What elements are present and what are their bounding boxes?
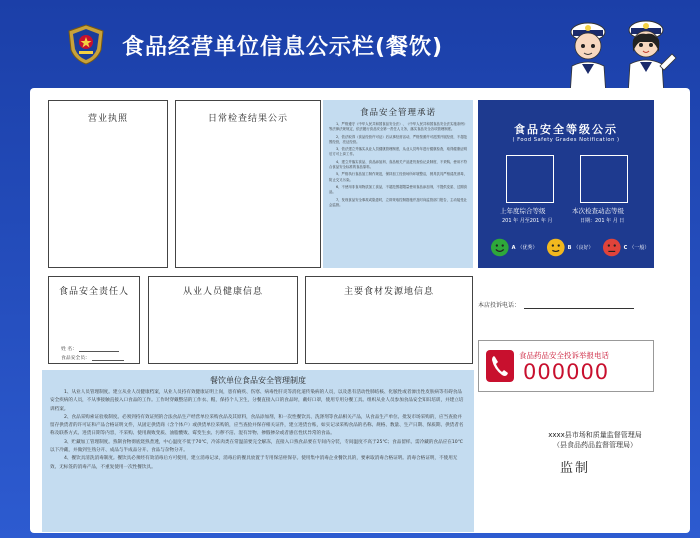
- dynamic-grade-label: 本次检查动态等级: [572, 207, 624, 215]
- business-license-title: 营业执照: [87, 114, 128, 124]
- grade-b-letter: B: [567, 244, 572, 251]
- grade-subtitle: ( Food Safety Grades Notification ): [512, 137, 620, 143]
- grade-title: 食品安全等级公示: [514, 123, 618, 136]
- supervise-label: 监制: [560, 461, 591, 476]
- authority-line-1: xxxx县市场和质量监督管理局: [548, 431, 642, 439]
- dynamic-grade-square: [580, 155, 628, 203]
- grade-a-legend: [490, 237, 536, 258]
- header: [0, 0, 700, 95]
- daily-check-results-box: [175, 100, 321, 268]
- commitment-paragraph: 5、严格执行食品加工制作规范，保持加工经营场所环境整洁，餐具饮具严格清洗消毒，防止交叉污染。: [329, 172, 467, 182]
- store-complaint-phone: [478, 300, 634, 309]
- grade-a-desc: （优秀）: [517, 245, 538, 251]
- management-rules-panel: [42, 370, 474, 532]
- authority-line-2: （县食品药品监督管理局）: [553, 441, 637, 449]
- hotline-number: 000000: [523, 360, 610, 384]
- ingredient-origin-title: 主要食材发源地信息: [343, 287, 434, 297]
- food-safety-grade-panel: [478, 100, 654, 268]
- daily-check-results-title: 日常检查结果公示: [207, 114, 288, 124]
- grade-c-legend: [602, 237, 648, 258]
- safety-officer-field: [61, 354, 124, 361]
- commitment-text: [329, 122, 467, 208]
- commitment-paragraph: 6、不使用非食用物质加工食品，不超范围超限量使用食品添加剂，不提供变质、过期食品。: [329, 184, 467, 195]
- commitment-paragraph: 4、建立并落实食品、食品添加剂、食品相关产品进货查验记录制度，不采购、使用不符合食品安全标准的食品原料。: [329, 159, 467, 170]
- business-license-box: [48, 100, 168, 268]
- rules-paragraph: 3、贮藏加工管理制度。熟制食物彻底烧熟煮透，中心温度不低于70℃，冷冻肉类在常温前要完全解冻，直接入口熟食品要在专间内分装，专间温度不高于25℃；食品留样。需冷藏的食品应在10℃以下冷藏，并做到生熟分开、成品与半成品分开、食品与杂物分开。: [50, 439, 463, 454]
- yearly-grade-square: [506, 155, 554, 203]
- grade-b-legend: [546, 237, 592, 258]
- rules-title: 餐饮单位食品安全管理制度: [210, 376, 306, 385]
- rules-paragraph: 4、餐饮具清洗消毒制度。餐饮具必须经有效消毒后方可使用，建立消毒记录，消毒后的餐具放置于专用保洁柜保存。使用集中消毒企业餐饮具的，要索取消毒合格证明。消毒合格证明，不使用无效、无标签的消毒产品，不重复使用一次性餐饮具。: [50, 456, 458, 470]
- check-date: 日期：201 年 月 日: [580, 218, 625, 224]
- safety-officer-label: 食品安全员：: [61, 356, 90, 361]
- supervising-authority: [500, 430, 690, 450]
- commitment-paragraph: 1、严格遵守《中华人民共和国食品安全法》、《中华人民共和国食品安全法实施条例》等法律法规规定，依法履行食品安全第一责任人义务，落实食品安全各项管理制度。: [329, 122, 467, 132]
- hotline-title: 食品药品安全投诉举报电话: [519, 351, 609, 360]
- smile-face-icon: [490, 237, 510, 258]
- ingredient-origin-box: [305, 276, 473, 364]
- commitment-panel: [323, 100, 473, 268]
- grade-b-desc: （良好）: [573, 245, 594, 251]
- staff-health-title: 从业人员健康信息: [182, 287, 263, 297]
- responsible-person-box: [48, 276, 140, 364]
- sad-face-icon: [602, 237, 622, 258]
- yearly-grade-label: 上年度综合等级: [500, 207, 546, 215]
- responsible-name-field: [61, 345, 119, 352]
- rules-text: [50, 389, 466, 472]
- complaint-hotline-box: [478, 340, 654, 392]
- page-title: 食品经营单位信息公示栏(餐饮): [122, 35, 444, 60]
- rules-paragraph: 1、从业人员管理制度。建立从业人员健康档案，从业人员持有效健康证明上岗，患有痢疾、伤寒、病毒性肝炎等消化道传染病的人员，以及患有活动性肺结核、化脓性或者渗出性皮肤病等有碍食品安全疾病的人员，不从事接触直接入口食品的工作。工作时穿戴整洁的工作衣、帽，保持个人卫生，分餐直接入口的食品时，戴好口罩，使用专用分餐工具。组织从业人员参加食品安全知识培训，并建立培训档案。: [50, 390, 464, 412]
- grade-legend: [490, 237, 648, 258]
- yearly-grade-date: 201 年 月至201 年 月: [502, 218, 553, 224]
- commitment-paragraph: 3、依法建立并落实从业人员健康管理制度，从业人员每年进行健康检查，取得健康证明后方可上岗工作。: [329, 147, 467, 157]
- responsible-person-title: 食品安全责任人: [58, 287, 129, 297]
- inspector-mascots-icon: [548, 8, 688, 100]
- neutral-face-icon: [546, 237, 566, 258]
- grade-a-letter: A: [511, 244, 516, 251]
- market-supervision-emblem-icon: [64, 22, 108, 66]
- grade-c-letter: C: [623, 244, 628, 251]
- grade-c-desc: （一般）: [629, 245, 650, 251]
- commitment-paragraph: 2、依法取得《食品经营许可证》后从事经营活动，严格按照许可范围开展经营，不超范围经营，亮证经营。: [329, 134, 467, 144]
- staff-health-box: [148, 276, 298, 364]
- responsible-name-label: 姓 名：: [61, 347, 77, 352]
- store-complaint-label: 本店投诉电话：: [478, 302, 521, 309]
- rules-paragraph: 2、食品采购索证验收制度。必须到持有效证照的合法食品生产经营单位采购食品及其原料，食品添加剂，和一次性餐饮具、洗涤剂等食品相关产品，从食品生产单位、批发市场采购的，应当查验并留存供货者的许可证和产品合格证明文件，从固定供货商（含个体户）或供货单位采购的，应当查验并保存相关证件，建立进货台账，如实记录采购食品的名称、规格、数量、生产日期、保质期、供货者名称及联系方式、进货日期等内容，不采购、使用腐败变质、油脂酸败、霉变生虫、污秽不洁、混有异物、掺假掺杂或者感官性状异常的食品。: [50, 414, 464, 437]
- telephone-icon: [485, 349, 515, 383]
- commitment-paragraph: 7、发现食品安全事故或隐患时，立即采取控制措施并及时向监管部门报告，主动接受社会监督。: [329, 197, 467, 207]
- commitment-title: 食品安全管理承诺: [359, 108, 436, 118]
